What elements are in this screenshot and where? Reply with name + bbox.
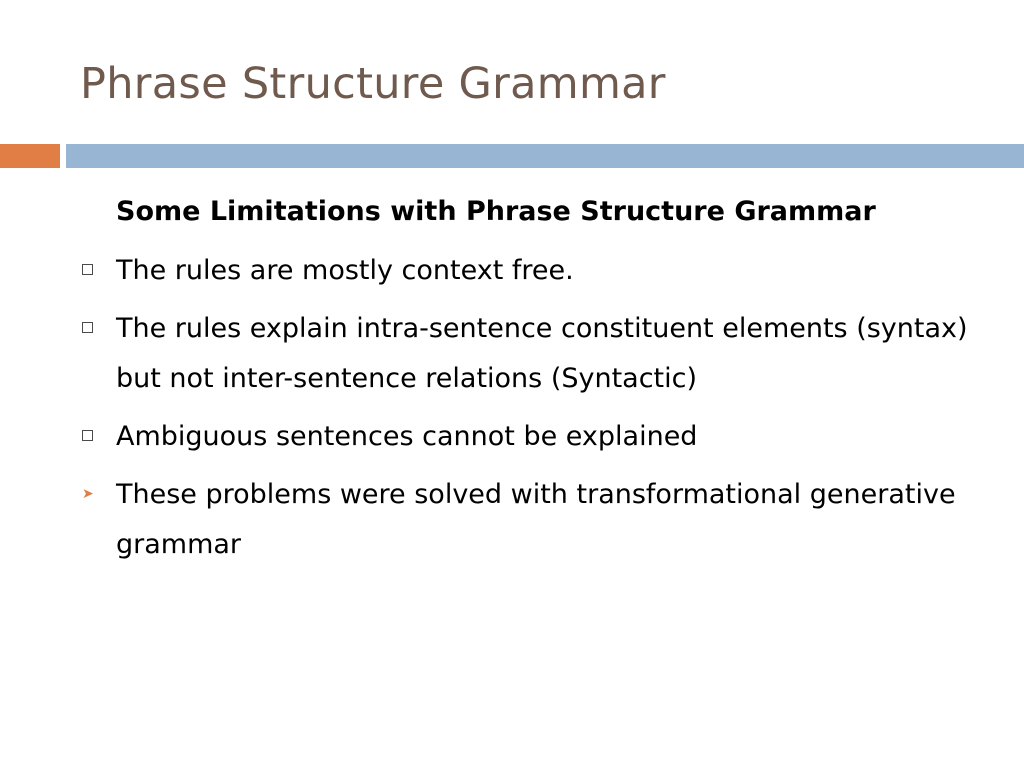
bullet-item: [0, 304, 996, 404]
bullet-item: [0, 246, 996, 296]
bullet-text: Ambiguous sentences cannot be explained: [116, 421, 698, 452]
title-rule-bar: [66, 144, 1024, 168]
title-rule-accent: [0, 144, 60, 168]
bullet-text: These problems were solved with transformational generative grammar: [116, 479, 956, 560]
bullet-item: [0, 412, 996, 462]
square-bullet-icon: [82, 264, 93, 275]
subheading: Some Limitations with Phrase Structure Grammar: [116, 196, 876, 227]
square-bullet-icon: [82, 322, 93, 333]
arrow-bullet-icon: ➤: [82, 486, 94, 502]
bullet-text: The rules are mostly context free.: [116, 255, 574, 286]
bullet-text: The rules explain intra-sentence constituent elements (syntax) but not inter-sentence relations (Syntactic): [116, 313, 968, 394]
bullet-list: [0, 246, 1024, 578]
square-bullet-icon: [82, 430, 93, 441]
bullet-item: [0, 470, 996, 570]
slide-title: Phrase Structure Grammar: [80, 59, 666, 109]
